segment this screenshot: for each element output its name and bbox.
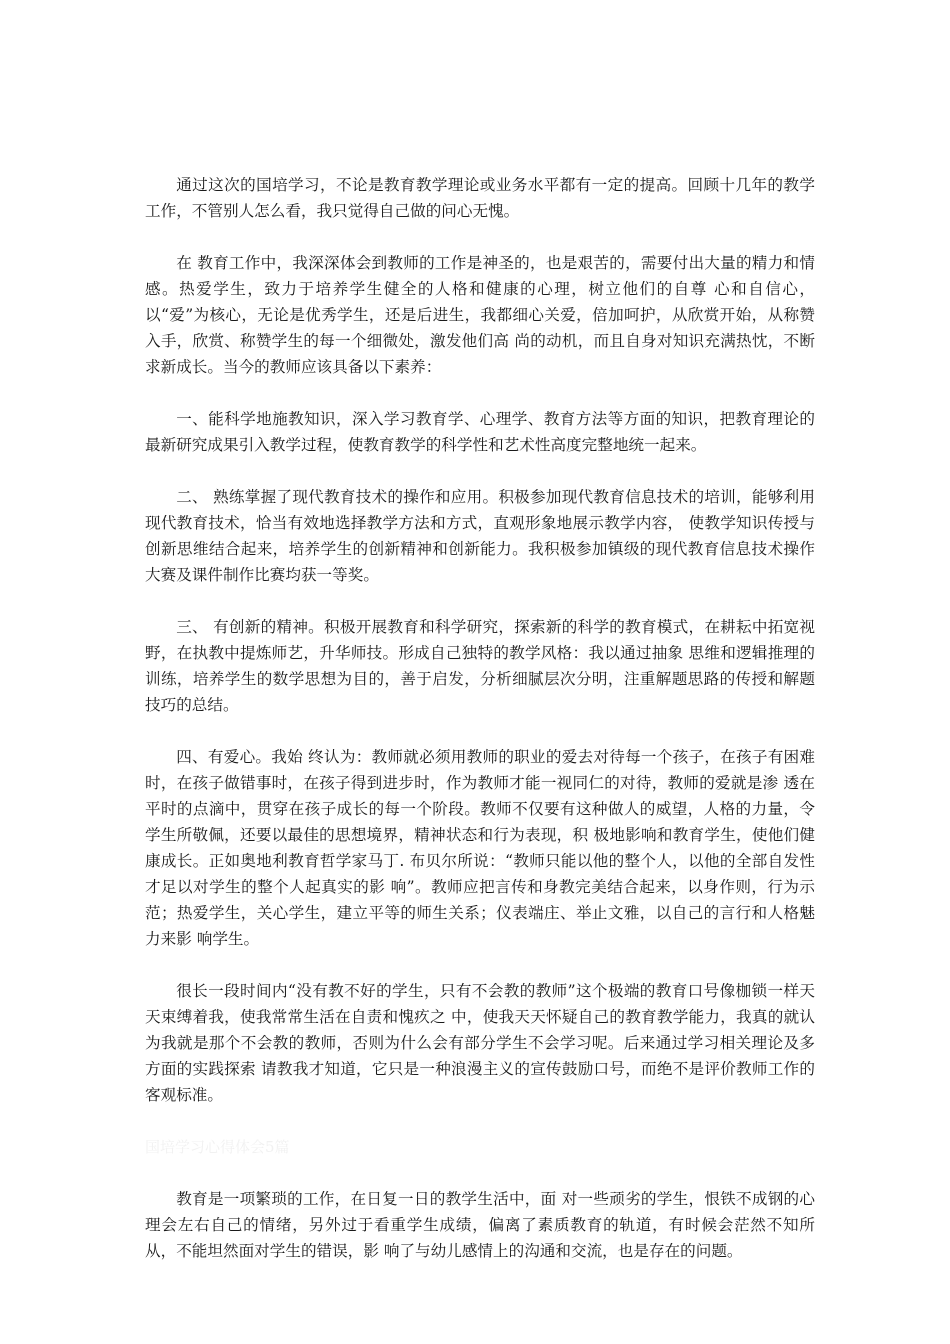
paragraph-7: 很长一段时间内“没有教不好的学生，只有不会教的教师”这个极端的教育口号像枷锁一样天天束缚着我，使我常常生活在自责和愧疚之 中，使我天天怀疑自己的教育教学能力，我真的就认为我就是那个不会教的教师，否则为什么会有部分学生不会学习呢。后来通过学习相关理论及多方面的实践探索 请教我才知道，它只是一种浪漫主义的宣传鼓励口号，而绝不是评价教师工作的客观标准。 [145, 982, 815, 1104]
paragraph-3: 一、能科学地施教知识，深入学习教育学、心理学、教育方法等方面的知识，把教育理论的最新研究成果引入教学过程，使教育教学的科学性和艺术性高度完整地统一起来。 [145, 410, 815, 454]
document-body [145, 172, 815, 1290]
closing-paragraph: 教育是一项繁琐的工作，在日复一日的教学生活中，面 对一些顽劣的学生，恨铁不成钢的心理会左右自己的情绪，另外过于看重学生成绩，偏离了素质教育的轨道，有时候会茫然不知所从，不能坦然面对学生的错误，影 响了与幼儿感情上的沟通和交流，也是存在的问题。 [145, 1190, 815, 1260]
paragraph-6: 四、有爱心。我始 终认为：教师就必须用教师的职业的爱去对待每一个孩子，在孩子有困难时，在孩子做错事时，在孩子得到进步时，作为教师才能一视同仁的对待，教师的爱就是渗 透在平时的点滴中，贯穿在孩子成长的每一个阶段。教师不仅要有这种做人的威望，人格的力量，令学生所敬佩，还要以最佳的思想境界，精神状态和行为表现，积 极地影响和教育学生，使他们健康成长。正如奥地利教育哲学家马丁. 布贝尔所说：“教师只能以他的整个人，以他的全部自发性才足以对学生的整个人起真实的影 响”。教师应把言传和身教完美结合起来，以身作则，行为示范；热爱学生，关心学生，建立平等的师生关系；仪表端庄、举止文雅，以自己的言行和人格魅力来影 响学生。 [145, 748, 815, 948]
paragraph-2: 在 教育工作中，我深深体会到教师的工作是神圣的，也是艰苦的，需要付出大量的精力和情感。热爱学生，致力于培养学生健全的人格和健康的心理，树立他们的自尊 心和自信心，以“爱”为核心，无论是优秀学生，还是后进生，我都细心关爱，倍加呵护，从欣赏开始，从称赞入手，欣赏、称赞学生的每一个细微处，激发他们高 尚的动机，而且自身对知识充满热忱，不断求新成长。当今的教师应该具备以下素养： [145, 254, 815, 376]
paragraph-4: 二、 熟练掌握了现代教育技术的操作和应用。积极参加现代教育信息技术的培训，能够利用现代教育技术，恰当有效地选择教学方法和方式，直观形象地展示教学内容， 使教学知识传授与创新思维结合起来，培养学生的创新精神和创新能力。我积极参加镇级的现代教育信息技术操作大赛及课件制作比赛均获一等奖。 [145, 488, 815, 584]
paragraph-1: 通过这次的国培学习，不论是教育教学理论或业务水平都有一定的提高。回顾十几年的教学工作，不管别人怎么看，我只觉得自己做的问心无愧。 [145, 176, 815, 220]
section-title: 国培学习心得体会5篇 [145, 1138, 290, 1156]
paragraph-5: 三、 有创新的精神。积极开展教育和科学研究，探索新的科学的教育模式，在耕耘中拓宽视野，在执教中提炼师艺，升华师技。形成自己独特的教学风格：我以通过抽象 思维和逻辑推理的训练，培养学生的数学思想为目的，善于启发，分析细腻层次分明，注重解题思路的传授和解题技巧的总结。 [145, 618, 815, 714]
